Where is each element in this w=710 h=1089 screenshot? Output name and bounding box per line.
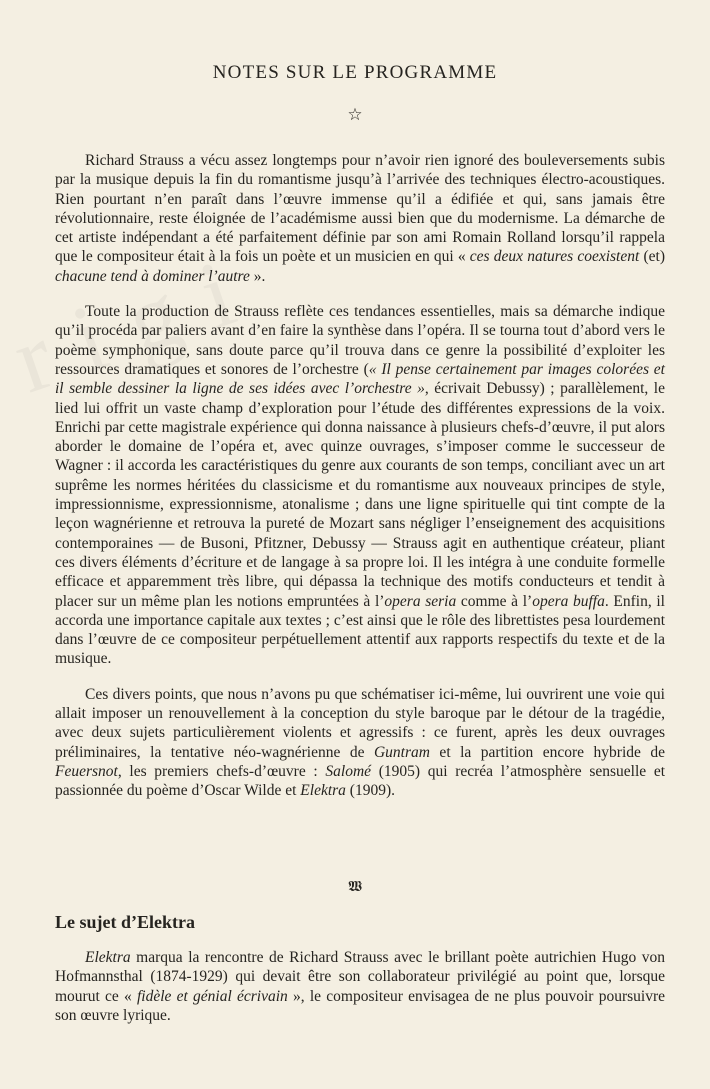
italic-text: Feuersnot <box>55 762 118 780</box>
section-text <box>55 948 665 1041</box>
italic-text: Guntram <box>373 743 430 761</box>
paragraph <box>55 302 665 669</box>
italic-text: Elektra <box>300 782 346 800</box>
italic-text: opera seria <box>384 592 457 610</box>
italic-text: Salomé <box>325 762 372 780</box>
paragraph <box>55 948 665 1025</box>
page-title: NOTES SUR LE PROGRAMME <box>212 62 498 83</box>
star-ornament-icon: ☆ <box>347 105 363 124</box>
text-run: Toute la production de Strauss reflète ces tendances essentielles, mais sa démarche indique qu’il procéda par paliers avant d’en faire la synthèse dans l’opéra. Il se tourna tout d’abord vers le poème symphonique, sans doute parce qu’il trouva dans ce genre la possibilité d’exploiter les ressources dramatiques et sonores de l’orchestre ( <box>55 303 665 378</box>
italic-text: Elektra <box>85 949 131 966</box>
text-run: Ces divers points, que nous n’avons pu que schématiser ici-même, lui ouvrirent une voie qui allait imposer un renouvellement à la conception du style baroque par le détour de la tragédie, avec deux sujets particulièrement violents et agressifs : ce furent, après les deux ouvrages préliminaires, la tentative néo-wagnérienne de <box>55 685 665 761</box>
text-run: , les premiers chefs-d’œuvre : <box>117 762 326 780</box>
text-run: . Enfin, il accorda une importance capitale aux textes ; c’est ainsi que le rôle des librettistes pesa lourdement dans l’œuvre de ce compositeur perpétuellement attentif aux rapports respectifs du texte et de la musique. <box>55 592 665 668</box>
section-heading: Le sujet d’Elektra <box>55 912 195 932</box>
text-run: Richard Strauss a vécu assez longtemps pour n’avoir rien ignoré des bouleversements subis par la musique depuis la fin du romantisme jusqu’à l’arrivée des techniques électro-acoustiques. Rien pourtant n’en paraît dans l’œuvre immense qu’il a édifiée et qui, sans jamais être révolutionnaire, reste éloignée de l’académisme aussi bien que du modernisme. La démarche de cet artiste indépendant a été parfaitement définie par son ami Romain Rolland lorsqu’il rappela que le compositeur était à la fois un poète et un musicien en qui « <box>55 152 665 266</box>
text-run: ». <box>249 267 266 285</box>
paragraph <box>55 685 665 801</box>
text-run: », le compositeur envisagea de ne plus pouvoir poursuivre son œuvre lyrique. <box>55 987 665 1024</box>
italic-text: fidèle et génial écrivain <box>136 987 288 1005</box>
text-run: et la partition encore hybride de <box>429 743 666 761</box>
text-run: comme à l’ <box>456 592 533 610</box>
text-run: (1905) qui recréa l’atmosphère sensuelle et passionnée du poème d’Oscar Wilde et <box>55 762 666 800</box>
text-run: (et) <box>639 248 665 266</box>
section-ornament-icon: 𝖂 <box>348 879 362 895</box>
paragraph <box>55 151 665 286</box>
main-text <box>55 151 665 817</box>
italic-text: chacune tend à dominer l’autre <box>55 267 250 285</box>
italic-text: ces deux natures coexistent <box>469 248 640 266</box>
text-run: marqua la rencontre de Richard Strauss avec le brillant poète autrichien Hugo von Hofmannsthal (1874-1929) qui devait être son collaborateur privilégié au point que, lorsque mourut ce « <box>55 949 665 1005</box>
text-run: , écrivait Debussy) ; parallèlement, le lied lui offrit un vaste champ d’exploration pour l’étude des différentes expressions de la voix. Enrichi par cette magistrale expérience qui donna naissance à plusieurs chefs-d’œuvre, il put alors aborder le domaine de l’opéra et, avec quinze ouvrages, s’imposer comme le successeur de Wagner : il accorda les caractéristiques du genre aux courants de son temps, conciliant avec un art suprême les normes héritées du classicisme et du romantisme aux nouveaux principes de style, impressionnisme, expressionnisme, atonalisme ; dans une ligne spirituelle qui tint compte de la leçon wagnérienne et retrouva la pureté de Mozart sans négliger l’enseignement des acquisitions contemporaines — de Busoni, Pfitzner, Debussy — Strauss agit en authentique créateur, pliant ces divers éléments d’écriture et de langage à sa propre loi. Il les intégra à une conduite formelle efficace et apparemment très libre, qui dépassa la technique des motifs conducteurs et tendit à placer sur un même plan les notions empruntées à l’ <box>55 380 665 610</box>
italic-text: opera buffa <box>532 592 605 610</box>
italic-text: « Il pense certainement par images colorées et il semble dessiner la ligne de ses idées avec l’orchestre » <box>55 360 665 398</box>
text-run: (1909). <box>345 782 395 800</box>
